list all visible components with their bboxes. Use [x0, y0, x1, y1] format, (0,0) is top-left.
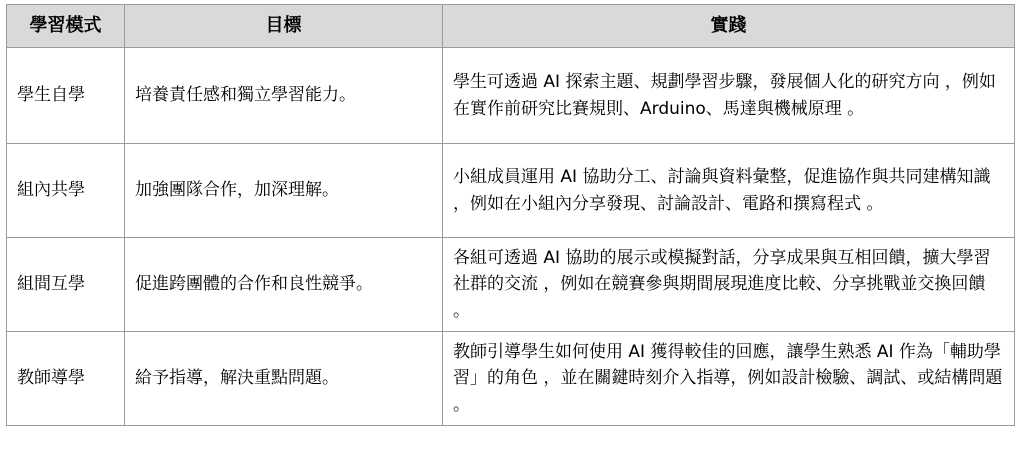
cell-goal: 加強團隊合作，加深理解。 [125, 144, 443, 238]
cell-mode: 學生自學 [7, 48, 125, 144]
cell-practice: 小組成員運用 AI 協助分工、討論與資料彙整，促進協作與共同建構知識 ，例如在小組內分享發現、討論設計、電路和撰寫程式 。 [443, 144, 1015, 238]
table-header [7, 5, 1015, 48]
cell-goal: 給予指導，解決重點問題。 [125, 332, 443, 426]
cell-mode: 組內共學 [7, 144, 125, 238]
cell-mode: 教師導學 [7, 332, 125, 426]
column-header-practice: 實踐 [443, 5, 1015, 48]
cell-goal: 培養責任感和獨立學習能力。 [125, 48, 443, 144]
table-row [7, 144, 1015, 238]
cell-mode: 組間互學 [7, 238, 125, 332]
learning-modes-table [6, 4, 1015, 426]
table-row [7, 332, 1015, 426]
table-body [7, 48, 1015, 426]
column-header-mode: 學習模式 [7, 5, 125, 48]
cell-practice: 學生可透過 AI 探索主題、規劃學習步驟，發展個人化的研究方向 ，例如在實作前研究比賽規則、Arduino、馬達與機械原理 。 [443, 48, 1015, 144]
table-header-row [7, 5, 1015, 48]
table-row [7, 238, 1015, 332]
document-page [0, 4, 1024, 468]
cell-practice: 各組可透過 AI 協助的展示或模擬對話，分享成果與互相回饋，擴大學習社群的交流 ，例如在競賽參與期間展現進度比較、分享挑戰並交換回饋 。 [443, 238, 1015, 332]
column-header-goal: 目標 [125, 5, 443, 48]
cell-goal: 促進跨團體的合作和良性競爭。 [125, 238, 443, 332]
cell-practice: 教師引導學生如何使用 AI 獲得較佳的回應，讓學生熟悉 AI 作為「輔助學習」的角色 ，並在關鍵時刻介入指導，例如設計檢驗、調試、或結構問題 。 [443, 332, 1015, 426]
table-row [7, 48, 1015, 144]
